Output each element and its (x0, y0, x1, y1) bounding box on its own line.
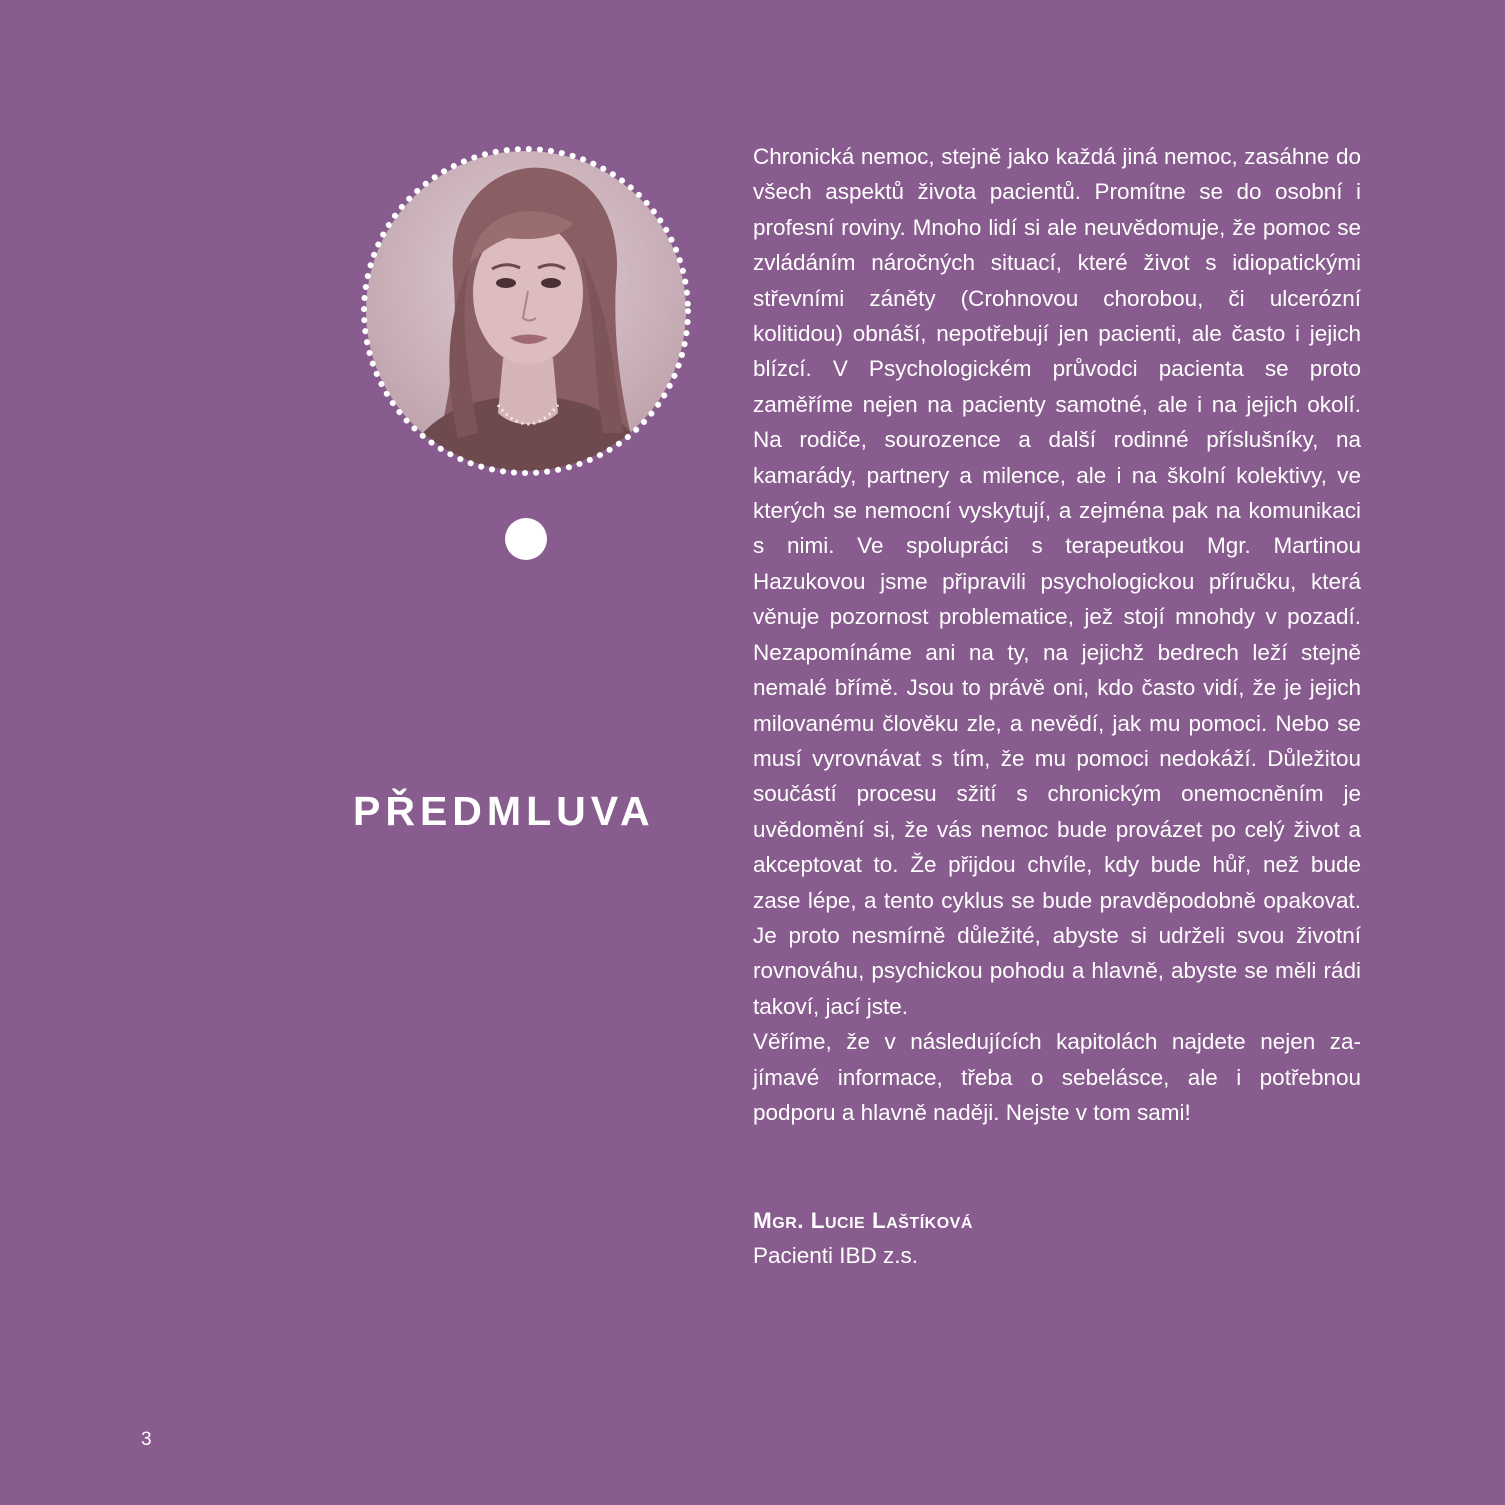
author-portrait (358, 143, 694, 479)
paragraph: Věříme, že v následujících kapitolách najdete nejen zajímavé informace, třeba o sebelásce, ale i potřebnou podporu a hlavně naději. Nejste v tom sami! (753, 1029, 1361, 1125)
author-organization: Pacienti IBD z.s. (753, 1243, 919, 1269)
author-name: Mgr. Lucie Laštíková (753, 1208, 973, 1233)
page-title: PŘEDMLUVA (353, 788, 655, 834)
foreword-text (753, 139, 1361, 1130)
author-signature (753, 1203, 973, 1274)
decorative-dot (505, 518, 547, 560)
portrait-photo-icon (358, 143, 694, 479)
paragraph: Chronická nemoc, stejně jako každá jiná nemoc, zasáhne do všech aspektů života pacientů. Promítne se do osobní i profesní roviny. Mnoho lidí si ale neuvědomuje, že pomoc se zvládáním náročných situací, které život s idiopatickými střevními záněty (Crohnovou chorobou, či ulcerózní kolitidou) obnáší, nepotřebují jen pacienti, ale často i jejich blízcí. V Psychologickém průvodci pacienta se proto zaměříme nejen na pacienty samotné, ale i na jejich okolí. Na rodiče, sourozence a další rodinné příslušníky, na kamarády, partnery a milence, ale i na školní kolektivy, ve kterých se nemocní vyskytují, a zejména pak na komunikaci s nimi. Ve spolupráci s terapeutkou Mgr. Martinou Hazukovou jsme připravili psychologickou příručku, která věnuje pozornost problematice, jež stojí mnohdy v pozadí. Nezapomínáme ani na ty, na jejichž bedrech leží stejně nemalé břímě. Jsou to právě oni, kdo často vidí, že je jejich milovanému člověku zle, a nevědí, jak mu pomoci. Nebo se musí vyrovnávat s tím, že mu pomoci nedokáží. Důležitou součástí procesu sžití s chronickým onemocněním je uvědomění si, že vás nemoc bude provázet po celý život a akceptovat to. Že přijdou chvíle, kdy bude hůř, než bude zase lépe, a tento cyklus se bude pravděpodobně opakovat. Je proto nesmírně důležité, abyste si udrželi svou životní rovnováhu, psychickou pohodu a hlavně, abyste se měli rádi takoví, jací jste. (753, 144, 1361, 1019)
page-number: 3 (141, 1429, 152, 1450)
